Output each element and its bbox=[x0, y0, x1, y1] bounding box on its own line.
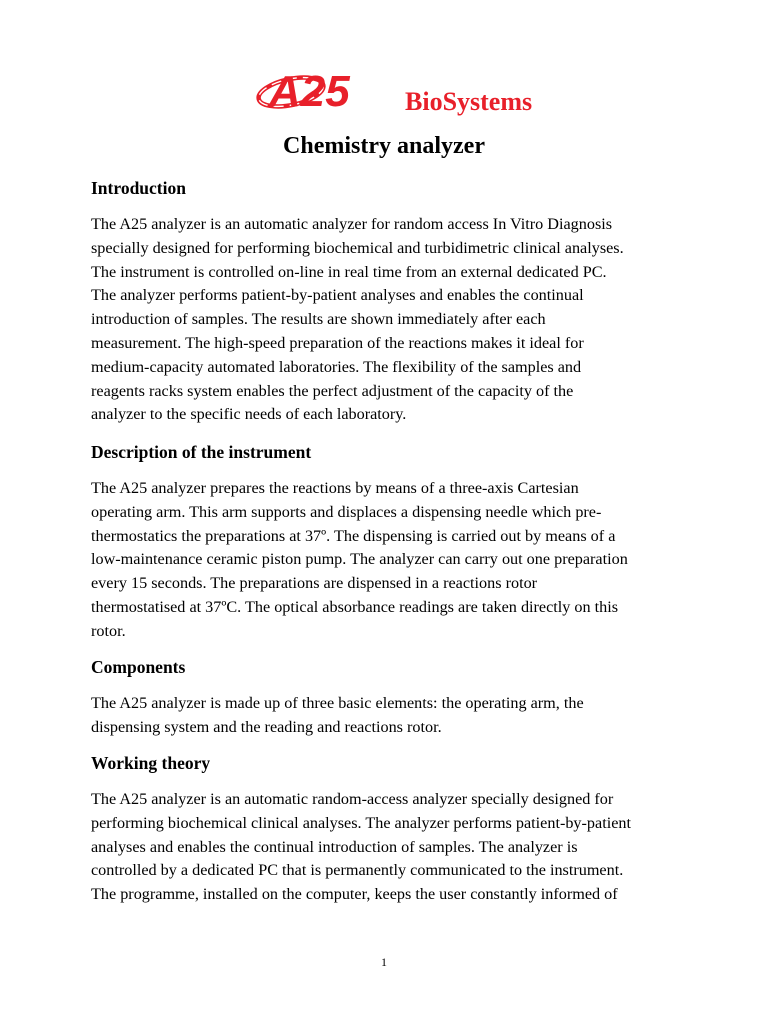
paragraph-line: The analyzer performs patient-by-patient analyses and enables the continual bbox=[91, 286, 584, 305]
paragraph-line: analyses and enables the continual introduction of samples. The analyzer is bbox=[91, 837, 578, 856]
section-working-theory bbox=[91, 751, 691, 907]
page-number: 1 bbox=[381, 955, 387, 969]
paragraph-line: medium-capacity automated laboratories. The flexibility of the samples and bbox=[91, 357, 582, 376]
paragraph-line: The programme, installed on the computer, keeps the user constantly informed of bbox=[91, 885, 618, 904]
paragraph-line: thermostatised at 37ºC. The optical absorbance readings are taken directly on this bbox=[91, 597, 619, 616]
section-heading: Components bbox=[91, 657, 186, 677]
paragraph-line: controlled by a dedicated PC that is permanently communicated to the instrument. bbox=[91, 861, 624, 880]
section-paragraph bbox=[91, 788, 691, 907]
paragraph-line: analyzer to the specific needs of each laboratory. bbox=[91, 405, 407, 424]
paragraph-line: rotor. bbox=[91, 621, 126, 640]
paragraph-line: low-maintenance ceramic piston pump. The analyzer can carry out one preparation bbox=[91, 550, 628, 569]
brand-logo bbox=[255, 66, 545, 118]
paragraph-line: operating arm. This arm supports and displaces a dispensing needle which pre- bbox=[91, 502, 602, 521]
paragraph-line: dispensing system and the reading and reactions rotor. bbox=[91, 717, 442, 736]
paragraph-line: thermostatics the preparations at 37º. The dispensing is carried out by means of a bbox=[91, 526, 616, 545]
section-heading: Introduction bbox=[91, 178, 186, 198]
section-components bbox=[91, 655, 691, 740]
paragraph-line: The instrument is controlled on-line in real time from an external dedicated PC. bbox=[91, 262, 607, 281]
paragraph-line: every 15 seconds. The preparations are dispensed in a reactions rotor bbox=[91, 574, 538, 593]
section-heading: Working theory bbox=[91, 753, 211, 773]
paragraph-line: The A25 analyzer is an automatic analyzer for random access In Vitro Diagnosis bbox=[91, 215, 613, 233]
paragraph-line: performing biochemical clinical analyses. The analyzer performs patient-by-patient bbox=[91, 813, 631, 832]
section-paragraph bbox=[91, 692, 691, 740]
paragraph-line: The A25 analyzer is an automatic random-access analyzer specially designed for bbox=[91, 790, 614, 808]
paragraph-line: The A25 analyzer prepares the reactions by means of a three-axis Cartesian bbox=[91, 479, 579, 497]
paragraph-line: specially designed for performing biochemical and turbidimetric clinical analyses. bbox=[91, 238, 624, 257]
logo-company-text: BioSystems bbox=[405, 87, 533, 116]
section-paragraph bbox=[91, 477, 691, 644]
section-paragraph bbox=[91, 213, 691, 427]
section-description-of-instrument bbox=[91, 440, 691, 644]
section-heading: Description of the instrument bbox=[91, 442, 312, 462]
paragraph-line: measurement. The high-speed preparation of the reactions makes it ideal for bbox=[91, 333, 584, 352]
paragraph-line: The A25 analyzer is made up of three basic elements: the operating arm, the bbox=[91, 694, 584, 712]
logo-model-text: A25 bbox=[269, 67, 350, 116]
page-title: Chemistry analyzer bbox=[283, 133, 485, 159]
a25-biosystems-logo bbox=[255, 66, 545, 118]
paragraph-line: reagents racks system enables the perfect adjustment of the capacity of the bbox=[91, 381, 574, 400]
section-introduction bbox=[91, 176, 691, 427]
paragraph-line: introduction of samples. The results are shown immediately after each bbox=[91, 310, 546, 329]
